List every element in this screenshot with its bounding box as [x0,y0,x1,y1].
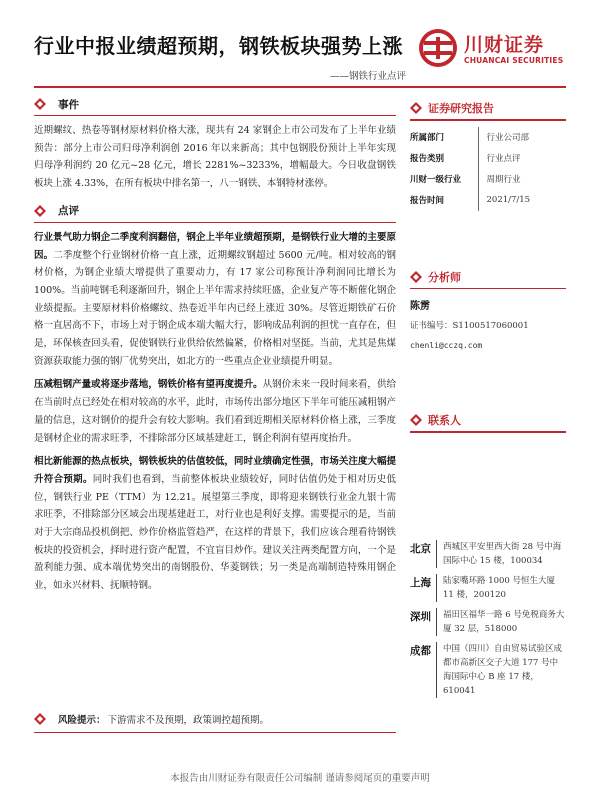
risk-section [34,712,396,733]
analyst-divider [410,288,566,290]
analyst-email[interactable]: chenli@cczq.com [410,341,483,350]
comment-p3-lead: 相比新能源的热点板块，钢铁板块的估值较低，同时业绩确定性强，市场关注度大幅提升符合预期。 [34,456,396,485]
info-value: 2021/7/15 [478,190,566,211]
brand-name-cn: 川财证券 [464,34,545,56]
office-list [410,540,566,704]
info-row [410,148,566,169]
office-address: 陆家嘴环路 1000 号恒生大厦 11 楼，200120 [436,574,566,602]
office-address: 中国（四川）自由贸易试验区成都市高新区交子大道 177 号中海国际中心 B 座 17 楼，610041 [436,642,566,698]
header-divider [34,86,566,88]
comment-divider [34,222,396,223]
sidebar [410,100,566,433]
report-info-divider [410,119,566,121]
event-paragraph: 近期螺纹、热卷等钢材原材料价格大涨，现共有 24 家钢企上市公司发布了上半年业绩预告：部分上市公司归母净利润创 2016 年以来新高；其中包钢股份预计上半年实现归母净利润约 20 亿元~28 亿元，增长 2281%~3233%，增幅最大。今日收盘钢铁板块上涨 4.33%，在所有板块中排名第一，八一钢铁、本钢特材涨停。 [34,125,396,190]
risk-label: 风险提示： [58,715,106,726]
comment-p3-body: 同时我们也看到，当前整体板块业绩较好，同时估值仍处于相对历史低位，钢铁行业 PE（TTM）为 12.21。展望第三季度，即将迎来钢铁行业金九银十需求旺季，不排除部分区域会出现基建赶工，对行业也是利好支撑。需要提示的是，当前对于大宗商品投机倒把、炒作价格监管趋严，在这样的背景下，我们应该合理看待钢铁板块的投资机会，择时进行资产配置，不宜盲目炒作。建议关注两类配置方向，一个是盈利能力强、成本端优势突出的南钢股份、华菱钢铁；另一类是高端制造特殊用钢企业，如永兴材料、抚顺特钢。 [34,473,396,592]
diamond-bullet-icon [410,102,422,114]
contact-divider [410,431,566,433]
comment-p1-lead: 行业景气助力钢企二季度利润翻倍，钢企上半年业绩超预期，是钢铁行业大增的主要原因。 [34,231,396,261]
diamond-bullet-icon [410,271,422,283]
diamond-bullet-icon [34,713,46,725]
event-heading-text: 事件 [58,98,79,111]
office-item [410,608,566,636]
contact-heading-text: 联系人 [428,414,461,427]
comment-paragraph-3 [34,453,396,595]
report-header [34,24,566,86]
analyst-certificate: 证书编号：S1100517060001 [410,321,529,331]
info-value: 行业点评 [478,148,566,169]
office-city: 深圳 [410,611,431,623]
comment-p1-body: 二季度整个行业钢材价格一直上涨，近期螺纹钢超过 5600 元/吨。相对较高的钢材价格，为钢企业绩大增提供了重要动力，有 17 家公司称预计净利润同比增长为 100%。当前吨钢毛利逐渐回升，钢企上半年需求持续旺盛，企业复产等不断催化钢企业绩提振。主要原材料价格螺纹、热卷近半年内已经上涨近 30%。尽管近期铁矿石价格一直居高不下，市场上对于钢企成本端大幅大行，影响成品利润的担忧一直存在，但是，环保核查回头看，促使钢铁行业供给依然偏紧，价格相对坚挺。当前，尤其是焦煤资源获取能力强的钢厂优势突出，如北方的一些重点企业业绩提升明显。 [34,249,396,367]
contact-heading [410,412,566,428]
analyst-heading [410,269,566,285]
office-city: 成都 [410,645,431,657]
office-item [410,642,566,698]
info-row [410,169,566,190]
comment-paragraph-1 [34,229,396,371]
info-value: 周期行业 [478,169,566,190]
page-footer: 本报告由川财证券有限责任公司编制 谨请参阅尾页的重要声明 [170,773,430,784]
diamond-bullet-icon [410,414,422,426]
event-divider [34,115,396,116]
info-row [410,190,566,211]
info-key: 所属部门 [410,133,445,143]
office-city: 北京 [410,543,431,555]
diamond-bullet-icon [34,205,46,217]
report-info-heading [410,100,566,116]
diamond-bullet-icon [34,98,46,110]
analyst-name: 陈雳 [410,301,430,312]
comment-p2-lead: 压减粗钢产量或将逐步落地，钢铁价格有望再度提升。 [34,379,263,391]
info-row [410,127,566,148]
main-content [34,96,396,595]
risk-divider [34,732,396,733]
report-info-heading-text: 证券研究报告 [428,102,494,115]
analyst-heading-text: 分析师 [428,270,461,284]
event-heading [34,96,396,112]
office-item [410,540,566,568]
office-address: 西城区平安里西大街 28 号中海国际中心 15 楼，100034 [436,540,566,568]
brand-mark-icon [418,28,458,68]
info-key: 报告类别 [410,154,445,164]
office-city: 上海 [410,577,431,589]
comment-heading [34,203,396,219]
report-subtitle: ——钢铁行业点评 [329,71,406,82]
office-address: 福田区福华一路 6 号免税商务大厦 32 层，518000 [436,608,566,636]
risk-notice [34,712,396,726]
risk-text: 下游需求不及预期，政策调控超预期。 [107,715,270,726]
report-info-table [410,127,566,211]
info-key: 报告时间 [410,196,445,206]
comment-heading-text: 点评 [58,205,79,218]
office-item [410,574,566,602]
brand-logo [418,28,566,70]
brand-name-en: CHUANCAI SECURITIES [464,56,564,65]
comment-paragraph-2 [34,376,396,447]
info-key: 川财一级行业 [410,175,462,185]
comment-p2-body: 从钢价未来一段时间来看，供给在当前时点已经处在相对较高的水平，此时，市场传出部分地区下半年可能压减粗钢产量的信息，这对钢价的提升会有较大影响。我们看到近期相关原材料价格上涨，三季度是钢材企业的需求旺季，不排除部分区域基建赶工，钢企利润有望再度抬升。 [34,379,396,444]
report-title: 行业中报业绩超预期，钢铁板块强势上涨 [34,34,403,58]
info-value: 行业公司部 [478,127,566,148]
